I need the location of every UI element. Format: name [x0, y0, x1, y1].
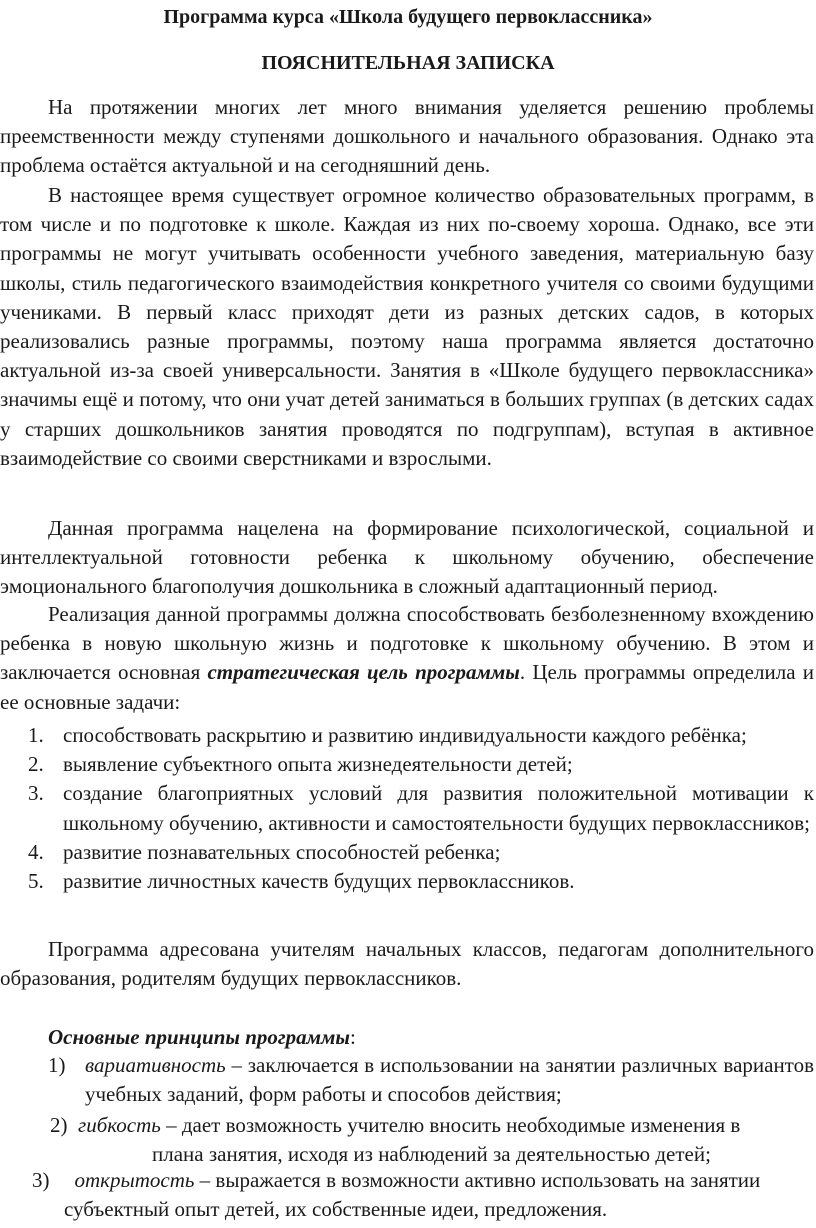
principle-number: 1) — [48, 1053, 66, 1077]
principle-term: вариативность — [85, 1053, 226, 1077]
principle-term: гибкость — [78, 1113, 161, 1137]
principles-heading-text: Основные принципы программы — [48, 1025, 350, 1049]
principle-item — [50, 1111, 802, 1169]
principle-number: 3) — [32, 1168, 50, 1192]
paragraph-goal: Данная программа нацелена на формирование психологической, социальной и интеллектуальной готовности ребенка к школьному обучению, обеспечение эмоционального благополучия дошкольника в сложный адаптационный период. — [0, 516, 814, 599]
list-item-text: развитие познавательных способностей ребенка; — [63, 839, 501, 864]
list-item — [28, 867, 814, 896]
strategy-text-start: Реализация данной программы должна способствовать безболезненному вхождению ребенка в новую школьную жизнь и подготовке к школьному обучению. В этом и заключается основная — [0, 602, 814, 685]
principle-term: открытость — [74, 1168, 195, 1192]
principle-text-continued: плана занятия, исходя из наблюдений за деятельностью детей; — [152, 1142, 711, 1167]
list-item — [28, 750, 814, 779]
principle-text: – заключается в использовании на занятии различных вариантов учебных заданий, форм работы и способов действия; — [85, 1053, 814, 1107]
section-title: ПОЯСНИТЕЛЬНАЯ ЗАПИСКА — [261, 52, 555, 74]
paragraph-intro: На протяжении многих лет много внимания уделяется решению проблемы преемственности между ступенями дошкольного и начального образования. Однако эта проблема остаётся актуальной и на сегодняшний день. — [0, 95, 814, 178]
principle-item — [48, 1051, 814, 1109]
paragraph-strategy — [0, 600, 814, 717]
course-title: Программа курса «Школа будущего первоклассника» — [163, 6, 653, 28]
principle-number: 2) — [50, 1113, 68, 1137]
strategy-emphasis: стратегическая цель программы — [207, 660, 520, 685]
list-item-text: выявление субъектного опыта жизнедеятельности детей; — [63, 752, 573, 777]
paragraph-programs: В настоящее время существует огромное количество образовательных программ, в том числе и по подготовке к школе. Каждая из них по-своему хороша. Однако, все эти программы не могут учитывать особенности учебного заведения, материальную базу школы, стиль педагогического взаимодействия конкретного учителя со своими будущими учениками. В первый класс приходят дети из разных детских садов, в которых реализовались разные программы, поэтому наша программа является достаточно актуальной из-за своей универсальности. Занятия в «Школе будущего первоклассника» значимы ещё и потому, что они учат детей заниматься в больших группах (в детских садах у старших дошкольников занятия проводятся по подгруппам), вступая в активное взаимодействие со своими сверстниками и взрослыми. — [0, 183, 814, 470]
list-item-text: развитие личностных качеств будущих первоклассников. — [63, 869, 575, 894]
list-item — [28, 721, 814, 750]
list-item-number: 4. — [28, 839, 44, 864]
principle-item — [32, 1166, 814, 1224]
principles-heading — [48, 1023, 356, 1052]
strategy-text-end: . Цель программы определила и ее основные задачи: — [0, 660, 814, 714]
list-item-text: создание благоприятных условий для развития положительной мотивации к школьному обучению, активности и самостоятельности будущих первоклассников; — [63, 781, 814, 835]
list-item-text: способствовать раскрытию и развитию индивидуальности каждого ребёнка; — [63, 723, 747, 747]
principle-text: – дает возможность учителю вносить необходимые изменения в — [160, 1113, 741, 1137]
list-item-number: 5. — [28, 869, 44, 894]
list-item — [28, 838, 814, 867]
list-item — [28, 779, 814, 837]
list-item-number: 2. — [28, 752, 44, 777]
list-item-number: 1. — [28, 723, 44, 747]
principles-heading-colon: : — [349, 1025, 356, 1049]
list-item-number: 3. — [28, 781, 44, 806]
principle-text: – выражается в возможности активно использовать на занятии субъектный опыт детей, их собственные идеи, предложения. — [64, 1168, 761, 1222]
tasks-list — [28, 721, 814, 896]
paragraph-audience: Программа адресована учителям начальных классов, педагогам дополнительного образования, родителям будущих первоклассников. — [0, 937, 814, 991]
